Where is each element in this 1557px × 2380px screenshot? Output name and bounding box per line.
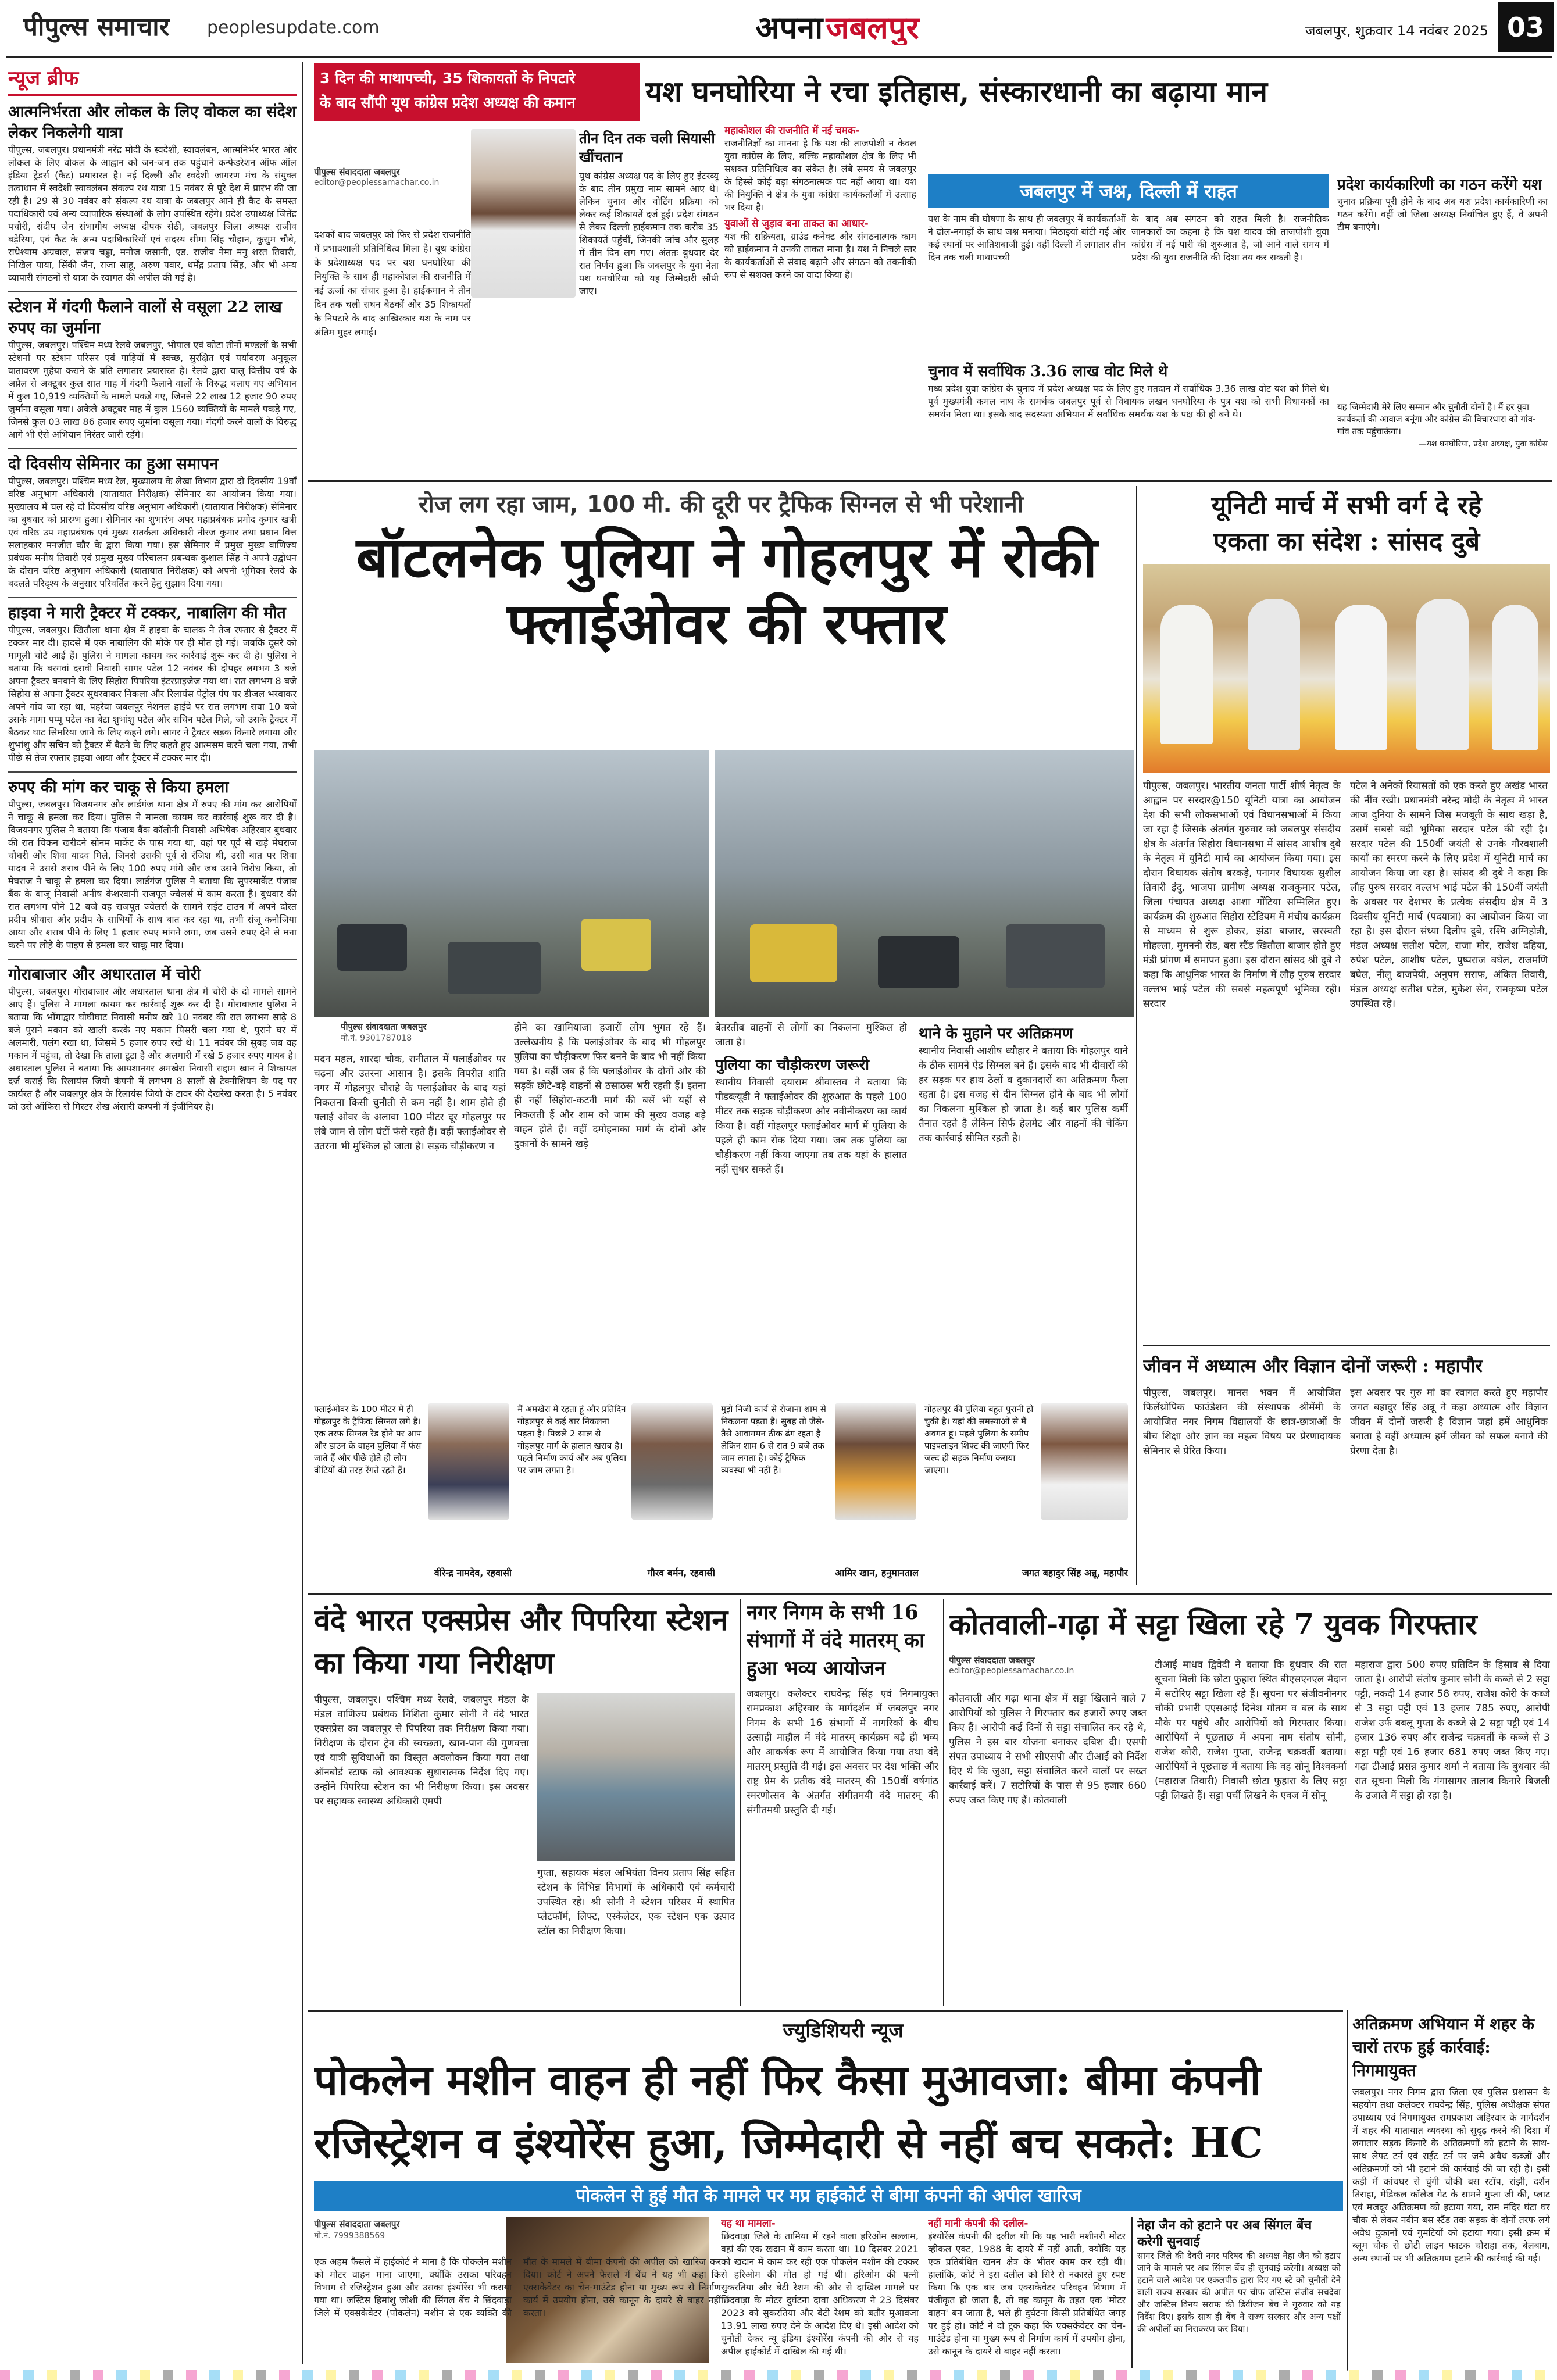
vote-body: मध्य प्रदेश युवा कांग्रेस के चुनाव में प्रदेश अध्यक्ष पद के लिए हुए मतदान में सर्वाधिक 3.36 लाख वोट यश को मिले थे। पूर्व मुख्यमंत्री कमल नाथ के समर्थक जबलपुर पूर्व से विधायक लखन घनघोरिया के पुत्र यश को सभी विधायकों का समर्थन मिला था। इसके बाद सदस्यता अभियान में सर्वाधिक समर्थक यश के पक्ष की ही बने थे। [928,383,1329,420]
quote-author: —यश घनघोरिया, प्रदेश अध्यक्ष, युवा कांग्रेस [1418,439,1548,449]
unity-headline-1: यूनिटी मार्च में सभी वर्ग दे रहे [1211,491,1482,520]
vote-box [928,360,1329,459]
brief-body: पीपुल्स, जबलपुर। पश्चिम मध्य रेलवे जबलपुर, भोपाल एवं कोटा तीनों मण्डलों के सभी स्टेशनों पर स्टेशन परिसर एवं गाड़ियों में स्वच्छ, सुरक्षित एवं पर्यावरण अनुकूल वातावरण मुहैया कराने के प्रति लगातार प्रयासरत है। रेलवे द्वारा चालू वित्तीय वर्ष के अप्रैल से अक्टूबर कुल सात माह में गंदगी फैलाने वालों के विरुद्ध चलाए गए अभियान में कुल 10,919 व्यक्तियों के मामले पकड़े गए, जिनसे 22 लाख 12 हजार 90 रुपए जुर्माना वसूला गया। अकेले अक्टूबर माह में कुल 1560 व्यक्तियों के मामले पकड़े गए, जिनसे कुल 03 लाख 86 हजार रुपए जुर्माना वसूला गया। गंदगी करने वालों के विरुद्ध आगे भी ऐसे अभियान निरंतर जारी रहेंगे। [8,340,297,440]
judiciary-label [738,2016,948,2045]
judiciary-side-divider [1131,2217,1133,2368]
vote-headline: चुनाव में सर्वाधिक 3.36 लाख वोट मिले थे [928,363,1168,380]
vandemataram-story [747,1599,938,2006]
brief-item [8,597,297,764]
lead-col3b-text: स्थानीय निवासी दयाराम श्रीवास्तव ने बताया कि पीडब्ल्यूडी ने फ्लाईओवर की शुरुआत के पहले 100 मीटर तक सड़क चौड़ीकरण और नवीनीकरण का कार्य किया है। वहीं गोहलपुर फ्लाईओवर मार्ग में पुलिया के पहले ही काम रोक दिया गया। जब तक पुलिया का चौड़ीकरण नहीं किया जाएगा तब तक यहां के हालात नहीं सुधर सकते हैं। [715,1077,907,1175]
brief-body: पीपुल्स, जबलपुर। खितौला थाना क्षेत्र में हाइवा के चालक ने तेज रफ्तार से ट्रैक्टर में टक्कर मार दी। हादसे में एक नाबालिग की मौके पर ही मौत हो गई। जबकि दूसरे को मामूली चोटें आई हैं। पुलिस ने मामला कायम कर कार्रवाई शुरू कर दी है। पुलिस ने बताया कि बरगवां दरावी निवासी सागर पटेल 12 नवंबर की दोपहर लगभग 3 बजे अपना ट्रैक्टर बनवाने के लिए सिहोरा पिपरिया इंटरप्राइजेज गया था। रात लगभग 8 बजे सिहोरा से अपना ट्रैक्टर सुधरवाकर निकला और रिलायंस पेट्रोल पंप पर डीजल भरवाकर अपने गांव जा रहा था, पहरेवा जबलपुर नेशनल हाईवे पर रात लगभग सवा 10 बजे उसके मामा पप्पू पटेल का बेटा शुभांशु पटेल और सचिन पटेल मिले, जो उसके ट्रैक्टर में बैठकर घाट सिमरिया जाने के लिए कहने लगे। सागर ने ट्रैक्टर सड़क किनारे लगाया और शुभांशु और सचिन को ट्रैक्टर में बैठने के लिए कहते हुए आत्मसम करने चला गया, तभी पीछे से तेज रफ्तार हाइवा आया और ट्रैक्टर में टक्कर मार दी। [8,624,297,763]
section-title-a: अपना [755,9,823,45]
judiciary-label-text: ज्युडिशियरी न्यूज [783,2019,904,2042]
vandemataram-body: जबलपुर। कलेक्टर राघवेन्द्र सिंह एवं निगमायुक्त रामप्रकाश अहिरवार के मार्गदर्शन में जबलपुर नगर निगम के सभी 16 संभागों में नागरिकों के बीच उत्साही माहौल में वंदे मातरम् कार्यक्रम बड़े ही भव्य और आकर्षक रूप में आयोजित किया गया तथा वंदे मातरम् प्रस्तुति दी गई। इस अवसर पर देश भक्ति और राष्ट्र प्रेम के प्रतीक वंदे मातरम् की 150वीं वर्षगांठ स्मरणोत्सव के अंतर्गत संगीतमयी वंदे मातरम् की संगीतमयी प्रस्तुति दी गई। [747,1688,938,1816]
byline-city: जबलपुर [373,167,400,177]
vande-divider [740,1599,741,2006]
celebration-box-title: जबलपुर में जश्न, दिल्ली में राहत [928,174,1329,208]
top-story-col1: दशकों बाद जबलपुर को फिर से प्रदेश राजनीति में प्रभावशाली प्रतिनिधित्व मिला है। यूथ कांग्रेस के प्रदेशाध्यक्ष पद पर यश घनघोरिया की नियुक्ति के साथ ही महाकोशल की राजनीति में नई ऊर्जा का संचार हुआ है। हाईकमान ने तीन दिन तक चली सघन बैठकों और 35 शिकायतों के निपटारे के बाद आखिरकार यश के नाम पर अंतिम मुहर लगाई। [314,229,471,338]
sub-head-1: तीन दिन तक चली सियासी खींचतान [579,130,715,165]
unity-body-1: पीपुल्स, जबलपुर। भारतीय जनता पार्टी शीर्ष नेतृत्व के आह्वान पर सरदार@150 यूनिटी यात्रा का आयोजन देश की सभी लोकसभाओं एवं विधानसभाओं में किया जा रहा है जिसके अंतर्गत गुरुवार को जबलपुर संसदीय क्षेत्र के अंतर्गत सिहोरा विधानसभा में सांसद आशीष दुबे के नेतृत्व में यूनिटी मार्च का आयोजन किया गया। इस दौरान विधायक संतोष बरकड़े, पनागर विधायक सुशील तिवारी इंदु, भाजपा ग्रामीण अध्यक्ष राजकुमार पटेल, जिला पंचायत अध्यक्ष आशा गोंटिया सम्मिलित हुए। कार्यक्रम की शुरुआत सिहोरा स्टेडियम में मंचीय कार्यक्रम से माध्यम से शुरू होकर, झंडा बाजार, सरस्वती मोहल्ला, मुमननी रोड, बस स्टैंड खितौला बाजार होते हुए मंडी प्रांगण में समापन हुआ। इस दौरान सांसद श्री दुबे ने कहा कि आधुनिक भारत के निर्माण में लौह पुरुष सरदार वल्लभ भाई पटेल की सबसे महत्वपूर्ण भूमिका रही। सरदार [1143,780,1341,1010]
lead-col4-text: स्थानीय निवासी आशीष ध्यौहार ने बताया कि गोहलपुर थाने के ठीक सामने ऐड सिग्नल बने हैं। इसके बाद भी दीवारों की हर सड़क पर हाथ ठेलों व दुकानदारों का अतिक्रमण फैला रहता है। इस वजह से दीन सिग्नल होने के बाद भी लोगों का निकलना मुश्किल हो जाता है। कई बार पुलिस कर्मी तैनात रहते है लेकिन सिर्फ हेलमेट और वाहनों की चेकिंग तक कार्रवाई सीमित रहती है। [919,1045,1128,1144]
traffic-photo-left [314,750,709,1017]
quote-card-name: गौरव बर्मन, रहवासी [647,1567,715,1578]
top-story-headline: यश घनघोरिया ने रचा इतिहास, संस्कारधानी का बढ़ाया मान [645,74,1268,109]
satta-headline: कोतवाली-गढ़ा में सट्टा खिला रहे 7 युवक गिरफ्तार [949,1607,1477,1641]
col3b-text: यश की सक्रियता, ग्राउंड कनेक्ट और संगठनात्मक काम को हाईकमान ने उनकी ताकत माना है। यश ने निचले स्तर के कार्यकर्ताओं से संवाद बढ़ाने और संगठन को तकनीकी रूप से सशक्त करने का वादा किया है। [724,231,916,280]
unity-headline-2: एकता का संदेश : सांसद दुबे [1213,527,1480,556]
judiciary-col3-text: इंश्योरेंस कंपनी की दलील थी कि यह भारी मशीनरी मोटर व्हीकल एक्ट, 1988 के दायरे में नहीं आती, क्योंकि यह एक प्रतिबंधित खनन क्षेत्र के भीतर काम कर रही थी। हालांकि, कोर्ट ने इस दलील को सिरे से नकारते हुए स्पष्ट किया कि एक बार जब एक्सकेवेटर परिवहन विभाग में पंजीकृत हो जाता है, तो वह कानून के तहत एक 'मोटर वाहन' बन जाता है, भले ही दुर्घटना किसी प्रतिबंधित जगह पर हुई हो। कोर्ट ने दो टूक कहा कि एक्सकेवेटर का चेन-माउंटेड होना या मुख्य रूप से निर्माण कार्य में उपयोग होना, उसे कानून के दायरे से बाहर नहीं करता। [928,2231,1126,2357]
masthead-rule [6,56,1552,58]
judiciary-byline-name: पीपुल्स संवाददाता [314,2219,371,2229]
judiciary-sub1: यह था मामला- [721,2218,776,2229]
sub-head-2b: युवाओं से जुड़ाव बना ताकत का आधार- [724,218,869,230]
quote-box [1337,401,1548,471]
satta-byline-email[interactable]: editor@peoplessamachar.co.in [949,1666,1074,1675]
page-number: 03 [1498,2,1554,52]
brief-item [8,448,297,590]
vandemataram-headline: नगर निगम के सभी 16 संभागों में वंदे मातरम् का हुआ भव्य आयोजन [747,1601,924,1680]
science-headline: जीवन में अध्यात्म और विज्ञान दोनों जरूरी : महापौर [1143,1356,1483,1377]
judiciary-col3 [928,2217,1126,2368]
byline-name: पीपुल्स संवाददाता [314,167,371,177]
neha-jain-body: सागर जिले की देवरी नगर परिषद की अध्यक्ष नेहा जैन को हटाए जाने के मामले पर अब सिंगल बेंच ही सुनवाई करेगी। अध्यक्ष को हटाने वाले आदेश पर एकलपीठ द्वारा दिए गए स्टे को चुनौती देने वाली राज्य सरकार की अपील पर चीफ जस्टिस संजीव सचदेवा और जस्टिस विनय सराफ की डिवीजन बेंच ने गुरुवार को यह निर्देश दिए। इसके साथ ही बेंच ने राज्य सरकार और अन्य पक्षों की अपीलों का निराकरण कर दिया। [1137,2250,1341,2334]
dateline: जबलपुर, शुक्रवार 14 नवंबर 2025 [1305,23,1488,39]
masthead [0,0,1557,56]
col2-text: यूथ कांग्रेस अध्यक्ष पद के लिए हुए इंटरव्यू के बाद तीन प्रमुख नाम सामने आए थे। लेकिन चुनाव और वोटिंग प्रक्रिया को लेकर कई शिकायतें दर्ज हुईं। प्रदेश संगठन से लेकर दिल्ली हाईकमान तक करीब 35 शिकायतें पहुंचीं, जिनकी जांच और सुलह में तीन दिन लग गए। अंततः बुधवार देर रात निर्णय हुआ कि जबलपुर के युवा नेता यश घनघोरिया को यह जिम्मेदारी सौंपी जाए। [579,170,719,296]
judiciary-rule [308,2010,1343,2012]
quote-card-text: फ्लाईओवर के 100 मीटर में ही गोहलपुर के ट्रैफिक सिग्नल लगे है। एक तरफ सिग्नल रेड होने पर आप और डाउन के वाहन पुलिया में फंस जाते हैं और पीछे होते ही लोग वीटियों की तरह रेंगते रहते हैं। [314,1404,422,1475]
vande-photo [537,1693,735,1861]
logo [23,8,203,43]
quote-card-text: मुझे निजी कार्य से रोजाना शाम से निकलना पड़ता है। सुबह तो जैसे-तैसे आवागमन ठीक ढंग रहता है लेकिन शाम 6 से रात 9 बजे तक जाम लगता है। कोई ट्रैफिक व्यवस्था भी नहीं है। [721,1404,826,1475]
website[interactable]: peoplesupdate.com [207,17,380,38]
satta-col3: महाराज द्वारा 500 रुपए प्रतिदिन के हिसाब से दिया जाता है। आरोपी संतोष कुमार सोनी के कब्जे से 2 सट्टा पट्टी, नकदी 14 हजार 58 रुपए, राजेश कोरी के कब्जे से 3 सट्टा पट्टी एवं 13 हजार 785 रुपए, आरोपी राजेश उर्फ बबलू गुप्ता के कब्जे से 2 सट्टा पट्टी एवं 14 हजार 136 रुपए और राजेन्द्र चक्रवर्ती के कब्जे से 3 सट्टा पट्टी एवं 16 हजार 681 रुपए जब्त किए गए। गढ़ा टीआई प्रसन्न कुमार शर्मा ने बताया कि बुधवार की रात सूचना मिली कि गंगासागर तालाब किनारे बिजली के उजाले में सट्टा हो रहा है। [1355,1659,1550,1802]
top-story-col2 [579,129,719,455]
section-title-b: जबलपुर [826,9,919,45]
quote-person-photo [428,1403,509,1520]
brief-label: न्यूज ब्रीफ [8,62,297,96]
brief-divider [302,62,303,2364]
lead-kicker: रोज लग रहा जाम, 100 मी. की दूरी पर ट्रैफिक सिग्नल से भी परेशानी [418,491,1024,518]
tag-line-1: 3 दिन की माथापच्ची, 35 शिकायतों के निपटारे [320,70,576,87]
judiciary-subhead: पोकलेन से हुई मौत के मामले पर मप्र हाईकोर्ट से बीमा कंपनी की अपील खारिज [314,2181,1343,2211]
lead-byline-city: जबलपुर [400,1021,427,1032]
brief-body: पीपुल्स, जबलपुर। पश्चिम मध्य रेल, मुख्यालय के लेखा विभाग द्वारा दो दिवसीय 19वाँ वरिष्ठ अनुभाग अधिकारी (यातायात निरीक्षक) सेमिनार का आयोजन किया गया। मुख्यालय में चल रहे दो दिवसीय वरिष्ठ अनुभाग अधिकारी (यातायात निरीक्षक) सेमिनार का बुधवार को प्रारम्भ हुआ। सेमिनार का शुभारंभ अपर महाप्रबंधक प्रमोद कुमार खत्री एवं वरिष्ठ उप महाप्रबंधक एवं मुख्य सतर्कता अधिकारी नीरज कुमार तथा प्रधान वित्त सलाहकार मनजीत कौर के द्वारा किया गया। इस सेमिनार में प्रमुख मुख्य वाणिज्य प्रबंधक मनीष तिवारी एवं प्रमुख मुख्य परिचालन प्रबन्धक कुशाल सिंह ने अपने उद्बोधन के दौरान वरिष्ठ अनुभाग अधिकारी (यातायात निरीक्षक) को अपनी भूमिका रेलवे के बदलते परिदृश्य के अनुसार परिवर्तित करने हेतु सुझाव दिया गया। [8,476,297,589]
judiciary-col1: एक अहम फैसले में हाईकोर्ट ने माना है कि पोकलेन मशीन को मोटर वाहन माना जाएगा, क्योंकि उसका परिवहन विभाग से रजिस्ट्रेशन हुआ और उसका इंश्योरेंस भी कराया गया था। जस्टिस हिमांशु जोशी की सिंगल बेंच ने छिंदवाड़ा जिले में एक्सकेवेटर (पोकलेन) मशीन से एक व्यक्ति की मौत के मामले में बीमा कंपनी की अपील को खारिज कर दिया। कोर्ट ने अपने फैसले में बेंच ने यह भी कहा कि एक्सकेवेटर का चेन-माउंटेड होना या मुख्य रूप से निर्माण कार्य में उपयोग होना, उसे कानून के दायरे से बाहर नहीं करता। [314,2256,721,2318]
brief-headline: आत्मनिर्भरता और लोकल के लिए वोकल का संदेश लेकर निकलेगी यात्रा [8,103,297,142]
brief-body: पीपुल्स, जबलपुर। विजयनगर और लार्डगंज थाना क्षेत्र में रुपए की मांग कर आरोपियों ने चाकू से हमला कर दिया। पुलिस ने मामला कायम कर कार्रवाई शुरू कर दी है। विजयनगर पुलिस ने बताया कि पंजाब बैंक कॉलोनी निवासी अभिषेक अहिरवार बुधवार की रात चिकन खरीदने सोनम मार्केट के पास गया था, वहां पर पूर्व से खड़े मेघराज चौधरी और शिवा यादव मिले, जिनसे उसकी पूर्व से रंजिश थी, उसी बात पर शिवा यादव ने उससे शराब पीने के लिए 100 रुपए मांगे और जब उसने विरोध किया, तो मेघराज ने चाकू से हमला कर दिया। लार्डगंज पुलिस ने बताया कि सुपरमार्केट पंजाब बैंक के बाजू निवासी अनीष केशरवानी राजपूत ज्वेलर्स में काम करता है। बुधवार की रात लगभग पौने 12 बजे वह राजपूत ज्वेलर्स के सामने राईट टाउन में अपने दोस्त प्रदीप श्रीवास और प्रदीप के साथियों के साथ बात कर रहा था, तभी संजू कनौजिया आया और शराब पीने के लिए 1 हजार रुपए मांगने लगा, जब उसने रुपए देने से मना करने पर लोहे के पाइप से हमला कर चाकू मार दिया। [8,799,297,950]
quote-card-name: वीरेन्द्र नामदेव, रहवासी [434,1567,512,1578]
byline-email[interactable]: editor@peoplessamachar.co.in [314,178,440,187]
top-story-rule [308,480,1552,482]
judiciary-sub2: नहीं मानी कंपनी की दलील- [928,2218,1029,2229]
vande-body-1: पीपुल्स, जबलपुर। पश्चिम मध्य रेलवे, जबलपुर मंडल के मंडल वाणिज्य प्रबंधक निशिता कुमार सोनी ने वंदे भारत एक्सप्रेस का जबलपुर से पिपरिया तक निरीक्षण किया गया। निरीक्षण के दौरान ट्रेन की स्वच्छता, खान-पान की गुणवत्ता एवं यात्री सुविधाओं का विस्तृत अवलोकन किया गया तथा ऑनबोर्ड स्टाफ को आवश्यक सुधारात्मक निर्देश दिए गए। उन्होंने पिपरिया स्टेशन का भी निरीक्षण किया। इस अवसर पर सहायक स्वास्थ्य अधिकारी एमपी [314,1694,529,1807]
judiciary-byline-city: जबलपुर [373,2219,400,2229]
quote-card-text: मैं अमखेरा में रहता हूं और प्रतिदिन गोहलपुर से कई बार निकलना पड़ता है। पिछले 2 साल से गोहलपुर मार्ग के हालात खराब है। पहले निर्माण कार्य और अब पुलिया पर जाम लगता है। [517,1404,627,1475]
quote-card-name: जगत बहादुर सिंह अन्नू, महापौर [1022,1567,1128,1578]
exec-box [1337,174,1548,366]
lead-sub1: पुलिया का चौड़ीकरण जरूरी [715,1056,869,1074]
judiciary-headline: पोकलेन मशीन वाहन ही नहीं फिर कैसा मुआवजा: बीमा कंपनी रजिस्ट्रेशन व इंश्योरेंस हुआ, जिम्मेदारी से नहीं बच सकते: HC [314,2055,1263,2167]
satta-col2: टीआई माधव द्विवेदी ने बताया कि बुधवार की रात सूचना मिली कि छोटा फुहारा स्थित बीएसएनएल मैदान में सटोरिए सट्टा खिला रहे हैं। सूचना पर संजीवनीनगर चौकी प्रभारी एएसआई दिनेश गौतम व बल के साथ मौके पर पहुंचे और आरोपियों को गिरफ्तार किया। आरोपियों ने पूछताछ में अपना नाम संतोष सोनी, राजेश कोरी, राजेश गुप्ता, राजेन्द्र चक्रवर्ती बताया। आरोपियों ने पूछताछ में बताया कि वह सोनू विश्वकर्मा (महाराज तिवारी) निवासी छोटा फुहारा के लिए सट्टा पट्टी लिखते हैं। सट्टा पर्ची लिखने के एवज में सोनू [1155,1659,1347,1802]
news-brief-column [8,62,297,2364]
col3a-text: राजनीतिज्ञों का मानना है कि यश की ताजपोशी न केवल युवा कांग्रेस के लिए, बल्कि महाकोशल क्षेत्र के लिए भी सशक्त प्रतिनिधित्व का संकेत है। लंबे समय से जबलपुर के हिस्से कोई बड़ा संगठनात्मक पद नहीं आया था। यश की नियुक्ति ने क्षेत्र के युवा कांग्रेस कार्यकर्ताओं में उत्साह भर दिया है। [724,138,916,213]
encroach-story [1352,2013,1550,2370]
lead-byline-mobile: मो.नं. 9301787018 [341,1034,412,1043]
judiciary-col2-text: छिंदवाड़ा जिले के तामिया में रहने वाला हरिओम सल्लाम, वहां की एक खदान में काम करता था। 10 दिसंबर 2021 को खदान में काम कर रही एक पोकलेन मशीन की टक्कर से हरिओम की मौत हो गई थी। हरिओम की पत्नी सुकरतिया और बेटी रेशम की ओर से दाखिल मामले पर छिंदवाड़ा के मोटर दुर्घटना दावा अधिकरण ने 23 दिसंबर 2023 को सुकरतिया और बेटी रेशम को बतौर मुआवजा 13.91 लाख रुपए देने के आदेश दिए थे। इसी आदेश को चुनौती देकर न्यू इंडिया इंश्योरेंस कंपनी की ओर से यह अपील हाईकोर्ट में दाखिल की गई थी। [721,2231,919,2357]
quote-card [924,1403,1131,1584]
neha-jain-headline: नेहा जैन को हटाने पर अब सिंगल बेंच करेगी सुनवाई [1137,2218,1312,2249]
lead-byline-name: पीपुल्स संवाददाता [341,1021,398,1032]
brief-body: पीपुल्स, जबलपुर। गोराबाजार और अधारताल थाना क्षेत्र में चोरी के दो मामले सामने आए हैं। पुलिस ने मामला कायम कर कार्रवाई शुरू कर दी है। गोराबाजार पुलिस ने बताया कि भोंगाद्वार घोघीघाट निवासी मनीष खरे 10 नवंबर की रात लगभग साढ़े 8 बजे पुराने मकान को खाली करके नए मकान पिसरी चला गया थे, पुराने घर में अलमारी, पलंग रखा था, जिसमें 5 हजार रुपए रखे थे। 11 नवंबर की सुबह जब वह मकान में पहुंचा, तो देखा कि ताला टूटा है और अलमारी में रखे 5 हजार रुपए गायब है। अधारताल पुलिस ने बताया कि आयशानगर अमखेरा निवासी सद्दाम खान ने शिकायत दर्ज कराई कि रिलायंस जियो कंपनी में लगभग 8 सालों से टेक्नीशियन के पद पर कार्यरत है और जबलपुर क्षेत्र के रिलायंस जियो के टावर की देखरेख करता है। 5 नवंबर को उसे ऑफिस से मिस्टर शेख अंसारी कम्पनी में इंजीनियर है। [8,986,297,1112]
unity-body-2: पटेल ने अनेकों रियासतों को एक करते हुए अखंड भारत की नींव रखी। प्रधानमंत्री नरेन्द्र मोदी के नेतृत्व में भारत आज दुनिया के सामने जिस मजबूती के साथ खड़ा है, उसमें सबसे बड़ी भूमिका सरदार पटेल की रही है। सरदार पटेल की 150वीं जयंती से उनके गौरवशाली कार्यों का स्मरण करने के लिए प्रदेश में यूनिटी मार्च का आयोजन किया जा रहा है। सांसद श्री दुबे ने कहा कि लौह पुरुष सरदार वल्लभ भाई पटेल की 150वीं जयंती के अवसर पर देशभर के प्रत्येक संसदीय क्षेत्र में 3 दिवसीय यूनिटी मार्च (पदयात्रा) का आयोजन किया जा रहा है। इस दौरान संध्या दिलीप दुबे, रश्मि अग्निहोत्री, मंडल अध्यक्ष सतीश पटेल, राजा मोर, राजेश दहिया, रुपेश पटेल, आशीष पटेल, पुष्पराज बघेल, राजमणि बघेल, नीलू बाजपेयी, अनुपम सराफ, अंकित तिवारी, मंडल अध्यक्ष सतीश पटेल, मुकेश सेन, रामकृष्ण पटेल उपस्थित रहे। [1350,780,1548,1010]
traffic-photo-center [715,750,1134,1017]
sub-head-2a: महाकोशल की राजनीति में नई चमक- [724,125,860,137]
lead-right-divider [1136,486,1137,1585]
science-rule [1143,1345,1550,1346]
brief-item [8,102,297,284]
neha-jain-story [1137,2217,1341,2370]
mid-page-rule [308,1593,1552,1595]
quote-card [517,1403,715,1584]
satta-byline-name: पीपुल्स संवाददाता [949,1655,1006,1666]
top-story-tag [314,63,640,121]
lead-col1: मदन महल, शारदा चौक, रानीताल में फ्लाईओवर पर चढ़ना और उतरना आसान है। इसके विपरीत शांति नगर में गोहलपुर चौराहे के फ्लाईओवर के बाद यहां निकलना किसी चुनौती से कम नहीं है। शाम होते ही फ्लाई ओवर के अलावा 100 मीटर दूर गोहलपुर पर लंबे जाम से लोग घंटों फंसे रहते हैं। वहीं फ्लाईओवर से उतरना भी मुश्किल हो जाता है। सड़क चौड़ीकरण न [314,1053,506,1152]
quote-person-photo [835,1403,916,1520]
tag-line-2: के बाद सौंपी यूथ कांग्रेस प्रदेश अध्यक्ष की कमान [320,94,576,111]
page-section-title [674,5,1000,45]
brief-item [8,291,297,441]
quote-card-name: आमिर खान, हनुमानताल [834,1567,919,1578]
brief-body: पीपुल्स, जबलपुर। प्रधानमंत्री नरेंद्र मोदी के स्वदेशी, स्वावलंबन, आत्मनिर्भर भारत और लोकल के लिए वोकल के आह्वान को जन-जन तक पहुंचाने कन्फेडरेशन ऑफ ऑल इंडिया ट्रेडर्स (कैट) प्रयासरत है। नई दिल्ली और स्वदेशी जागरण मंच के संयुक्त तत्वाधान में स्वदेशी स्वावलंबन संकल्प रथ यात्रा 15 नवंबर से पूरे देश में प्रारंभ की जा रही है। 29 से 30 नवंबर को संकल्प रथ यात्रा के जबलपुर आने ही कैट के समस्त पदाधिकारी एवं अन्य व्यापारिक संस्थाओं के लोग उपस्थित रहेंगे। प्रदेश उपाध्यक्ष जितेंद्र पचौरी, संदीप जैन संभागीय अध्यक्ष दीपक सेठी, जबलपुर जिला अध्यक्ष राजीव बड़ेरिया, एवं कैट के अन्य पदाधिकारियों एवं सदस्य सीमा सिंह चौहान, कुसुम चौबे, राधेश्याम अग्रवाल, संजय चड्ढा, मनोज जसानी, एड. राजीव नेमा मनु शरत तिवारी, निखिल पाया, सिंकी जैन, राजा साहू, अरुण पवार, धर्मेंद्र प्रताप सिंह, और भी अन्य व्यापारी संगठनों से यात्रा के स्वागत की अपील की गई है। [8,144,297,283]
exec-body: चुनाव प्रक्रिया पूरी होने के बाद अब यश प्रदेश कार्यकारिणी का गठन करेंगे। वहीं जो जिला अध्यक्ष निर्वाचित हुए हैं, वे अपनी टीम बनाएंगे। [1337,196,1548,233]
satta-divider [943,1599,944,2006]
satta-byline [949,1654,1147,1687]
quote-text: यह जिम्मेदारी मेरे लिए सम्मान और चुनौती दोनों है। मैं हर युवा कार्यकर्ता की आवाज बनूंगा और कांग्रेस की विचारधारा को गांव-गांव तक पहुंचाऊंगा। [1337,402,1536,437]
quote-card-text: गोहलपुर की पुलिया बहुत पुरानी हो चुकी है। यहां की समस्याओं से मैं अवगत हूं। पहले पुलिया के समीप पाइपलाइन शिफ्ट की जाएगी फिर जल्द ही सड़क निर्माण कराया जाएगा। [924,1404,1034,1475]
quote-card [721,1403,919,1584]
brief-headline: दो दिवसीय सेमिनार का हुआ समापन [8,455,219,473]
judiciary-byline-mobile: मो.नं. 7999388569 [314,2231,385,2240]
quote-card [314,1403,512,1584]
judiciary-byline [314,2218,500,2253]
unity-march-photo [1143,564,1550,773]
satta-col1: कोतवाली और गढ़ा थाना क्षेत्र में सट्टा खिलाने वाले 7 आरोपियों को पुलिस ने गिरफ्तार कर हजारों रुपए जब्त किए हैं। आरोपी कई दिनों से सट्टा संचालित कर रहे थे, पुलिस ने इस बार योजना बनाकर दबिश दी। एसपी संपत उपाध्याय ने सभी सीएसपी और टीआई को निर्देश दिए थे कि जुआ, सट्टा संचालित करने वालों पर सख्त कार्रवाई करें। 7 सटोरियों के पास से 95 हजार 660 रुपए जब्त किए गए हैं। कोतवाली [949,1693,1147,1806]
top-story-col3 [724,124,916,456]
logo-text: पीपुल्स समाचार [23,12,170,42]
lead-col2: होने का खामियाजा हजारों लोग भुगत रहे हैं। उल्लेखनीय है कि फ्लाईओवर के बाद भी गोहलपुर पुलिया का चौड़ीकरण फिर बनने के बाद भी नहीं किया गया है। वहीं जब हैं कि फ्लाईओवर के दोनों ओर की सड़कें छोटे-बड़े वाहनों से ठसाठस भरी रहती हैं। इतना ही नहीं सिहोरा-कटनी मार्ग की बसें भी यहीं से निकलती हैं और शाम को जाम की मुख्य वजह बड़े वाहन होते हैं। वहीं दमोहनाका मार्ग के दोनों ओर दुकानों के सामने खड़े [514,1022,706,1150]
brief-item [8,771,297,952]
brief-headline: गोराबाजार और अधारताल में चोरी [8,966,201,984]
lead-sub2: थाने के मुहाने पर अतिक्रमण [919,1025,1073,1042]
lead-col4 [919,1023,1128,1395]
vande-headline: वंदे भारत एक्सप्रेस और पिपरिया स्टेशन का किया गया निरीक्षण [314,1603,728,1680]
yash-photo [471,129,576,298]
science-body-2: इस अवसर पर गुरु मां का स्वागत करते हुए महापौर जगत बहादुर सिंह अन्नू ने कहा अध्यात्म और विज्ञान जीवन में दोनों जरूरी है विज्ञान जहां हमें आधुनिक बनाता है वहीं अध्यात्म हमें जीवन को सफल बनाने की प्रेरणा देता है। [1350,1387,1548,1457]
vande-body-2: गुप्ता, सहायक मंडल अभियंता विनय प्रताप सिंह सहित स्टेशन के विभिन्न विभागों के अधिकारी एवं कर्मचारी उपस्थित रहे। श्री सोनी ने स्टेशन परिसर में स्थापित प्लेटफॉर्म, लिफ्ट, एस्केलेटर, एक स्टेशन एक उत्पाद स्टॉल का निरीक्षण किया। [537,1867,735,1937]
lead-col3-text: बेतरतीब वाहनों से लोगों का निकलना मुश्किल हो जाता है। [715,1022,907,1048]
lead-headline: बॉटलनेक पुलिया ने गोहलपुर में रोकी फ्लाईओवर की रफ्तार [356,524,1098,656]
brief-headline: स्टेशन में गंदगी फैलाने वालों से वसूला 22 लाख रुपए का जुर्माना [8,298,282,337]
quote-person-photo [1041,1403,1128,1520]
encroach-divider [1347,2010,1348,2371]
celebration-box-a: यश के नाम की घोषणा के साथ ही जबलपुर में कार्यकर्ताओं ने ढोल-नगाड़ों के साथ जश्न मनाया। मिठाइयां बांटी गईं और कई स्थानों पर आतिशबाजी हुई। वहीं दिल्ली में लगातार तीन दिन तक चली माथापच्ची [928,213,1126,263]
encroach-headline: अतिक्रमण अभियान में शहर के चारों तरफ हुई कार्रवाई: निगमायुक्त [1352,2014,1535,2080]
celebration-box-b: के बाद अब संगठन को राहत मिली है। राजनीतिक जानकारों का कहना है कि यश यादव की ताजपोशी युवा कांग्रेस में नई पारी की शुरुआत है, जो आने वाले समय में प्रदेश की युवा राजनीति की दिशा तय कर सकती है। [1131,213,1329,263]
exec-headline: प्रदेश कार्यकारिणी का गठन करेंगे यश [1337,176,1542,194]
brief-item [8,959,297,1113]
brief-headline: रुपए की मांग कर चाकू से किया हमला [8,778,229,796]
registration-marks [0,2370,1557,2380]
lead-col3 [715,1021,907,1393]
judiciary-col2 [721,2217,919,2368]
brief-headline: हाइवा ने मारी ट्रैक्टर में टक्कर, नाबालिग की मौत [8,604,286,622]
quote-person-photo [631,1403,713,1520]
science-body-1: पीपुल्स, जबलपुर। मानस भवन में आयोजित फिलेंथ्रोपिक फाउंडेशन की संस्थापक श्रीमेंमी के आयोजित नगर निगम विद्यालयों के छात्र-छात्राओं के बीच शिक्षा और ज्ञान का महत्व विषय पर प्रेरणादायक सेमिनार से प्रेरित किया। [1143,1387,1341,1457]
satta-byline-city: जबलपुर [1008,1655,1035,1666]
encroach-body: जबलपुर। नगर निगम द्वारा जिला एवं पुलिस प्रशासन के सहयोग तथा कलेक्टर राघवेन्द्र सिंह, पुलिस अधीक्षक संपत उपाध्याय एवं निगमायुक्त रामप्रकाश अहिरवार के मार्गदर्शन में शहर की यातायात व्यवस्था को सुदृढ़ करने की दिशा में लगातार सड़क किनारे के अतिक्रमणों को हटाने के साथ-साथ लेफ्ट टर्न एवं राईट टर्न पर जमे अवैध कब्जों और अतिक्रमणों को भी हटाने की कार्रवाई की जा रही है। इसी कड़ी में कांचघर से चुंगी चौकी बस स्टॉप, रांझी, दर्शन तिराहा, मेडिकल कॉलेज गेट के सामने गुप्ता जी की, प्लाट एवं मजदूर अतिक्रमण को हटाया गया, राम मंदिर घंटा घर चौक से लेकर नवीन बस स्टैंड तक सड़क के दोनों तरफ लगे अवैध दुकानों एवं गुमटियों को हटाया गया। इसी क्रम में ब्लूम चौक से छोटी लाइन फाटक चौराहा तक, बेलबाग, अन्य स्थानों पर भी अतिक्रमण हटाने की कार्रवाई की गई। [1352,2086,1550,2264]
